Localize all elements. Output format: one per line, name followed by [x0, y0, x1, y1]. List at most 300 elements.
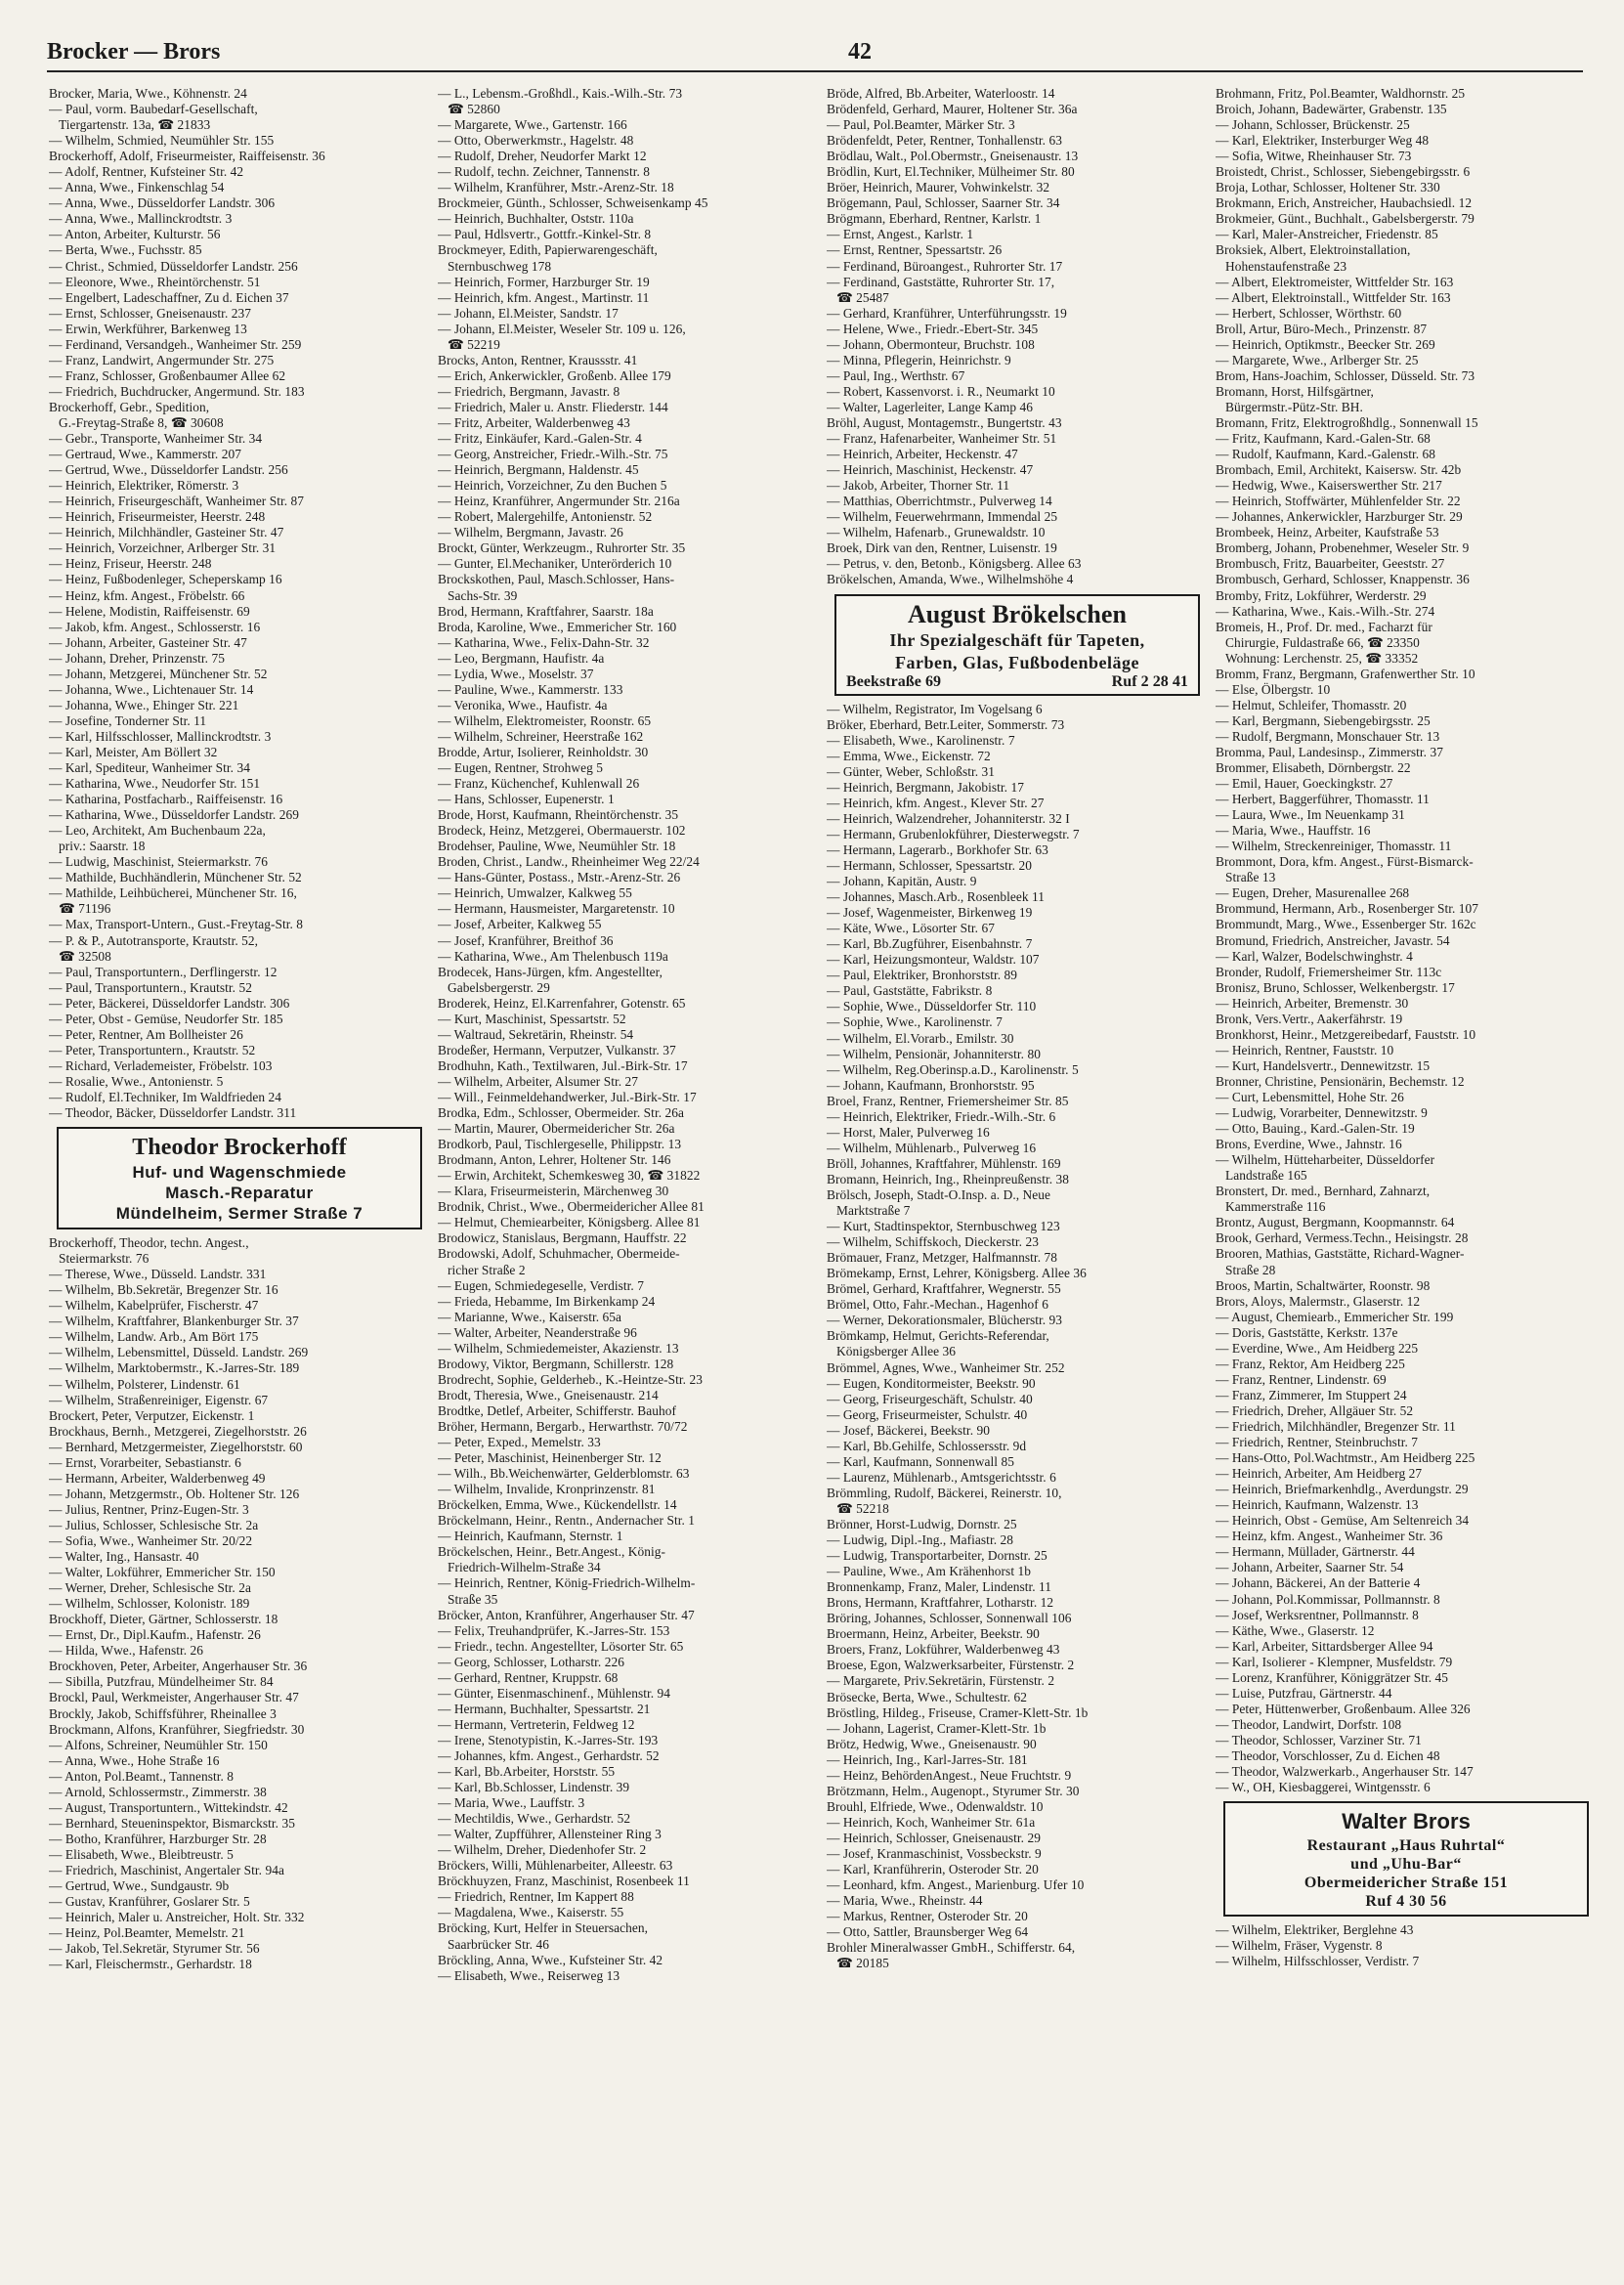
directory-entry: Brodmann, Anton, Lehrer, Holtener Str. 146: [438, 1152, 671, 1168]
directory-entry: — Heinz, Fußbodenleger, Scheperskamp 16: [49, 572, 282, 587]
directory-entry: Brökelschen, Amanda, Wwe., Wilhelmshöhe 4: [827, 572, 1074, 587]
directory-entry: — Kurt, Maschinist, Spessartstr. 52: [438, 1011, 626, 1026]
directory-entry: — Rudolf, Bergmann, Monschauer Str. 13: [1216, 728, 1440, 744]
directory-entry: — Luise, Putzfrau, Gärtnerstr. 44: [1216, 1685, 1392, 1701]
directory-entry: — Wilhelm, Fräser, Vygenstr. 8: [1216, 1938, 1383, 1954]
directory-entry: — Johann, Schlosser, Brückenstr. 25: [1216, 117, 1410, 133]
directory-entry: — Friedrich, Bergmann, Javastr. 8: [438, 383, 620, 399]
directory-entry: — Heinrich, Ing., Karl-Jarres-Str. 181: [827, 1751, 1028, 1767]
directory-entry: — Johann, Arbeiter, Gasteiner Str. 47: [49, 634, 247, 650]
directory-entry: — Karl, Heizungsmonteur, Waldstr. 107: [827, 952, 1040, 968]
directory-entry: — Karl, Maler-Anstreicher, Friedenstr. 85: [1216, 227, 1438, 242]
directory-entry: Brockerhoff, Adolf, Friseurmeister, Raiffeisenstr. 36: [49, 149, 325, 164]
directory-entry: — Hans-Günter, Postass., Mstr.-Arenz-Str. 26: [438, 870, 681, 885]
directory-entry: — Katharina, Wwe., Am Thelenbusch 119a: [438, 948, 668, 964]
directory-entry: Broda, Karoline, Wwe., Emmericher Str. 160: [438, 619, 677, 634]
directory-entry: — Heinrich, Rentner, König-Friedrich-Wilhelm-: [438, 1575, 696, 1591]
directory-entry: — Ernst, Dr., Dipl.Kaufm., Hafenstr. 26: [49, 1627, 261, 1643]
directory-entry: Brombusch, Fritz, Bauarbeiter, Geeststr. 27: [1216, 556, 1445, 572]
directory-entry: — W., OH, Kiesbaggerei, Wintgensstr. 6: [1216, 1780, 1431, 1795]
directory-entry: Broll, Artur, Büro-Mech., Prinzenstr. 87: [1216, 321, 1428, 336]
directory-entry: — Franz, Schlosser, Großenbaumer Allee 62: [49, 367, 286, 383]
directory-entry: — Margarete, Priv.Sekretärin, Fürstenstr. 2: [827, 1673, 1055, 1689]
directory-entry: — Johann, Arbeiter, Saarner Str. 54: [1216, 1560, 1404, 1575]
directory-entry-continuation: Sternbuschweg 178: [448, 258, 552, 274]
directory-entry: — Friedrich, Maler u. Anstr. Fliederstr. 144: [438, 399, 668, 414]
directory-entry: — Wilhelm, Bergmann, Javastr. 26: [438, 525, 623, 540]
directory-entry: — Gertrud, Wwe., Sundgaustr. 9b: [49, 1878, 230, 1894]
directory-entry: Brösecke, Berta, Wwe., Schultestr. 62: [827, 1689, 1028, 1704]
directory-entry-continuation: Sachs-Str. 39: [448, 587, 518, 603]
directory-entry: — Josef, Kranführer, Breithof 36: [438, 932, 614, 948]
directory-entry: — Paul, Hdlsvertr., Gottfr.-Kinkel-Str. 8: [438, 227, 652, 242]
directory-entry: — Käthe, Wwe., Glaserstr. 12: [1216, 1622, 1375, 1638]
directory-entry: — Sophie, Wwe., Karolinenstr. 7: [827, 1014, 1003, 1030]
directory-entry: — Rudolf, Dreher, Neudorfer Markt 12: [438, 149, 647, 164]
directory-entry: — Hermann, Vertreterin, Feldweg 12: [438, 1716, 635, 1732]
directory-entry: — Hedwig, Wwe., Kaiserswerther Str. 217: [1216, 478, 1442, 494]
directory-entry: — L., Lebensm.-Großhdl., Kais.-Wilh.-Str. 73: [438, 86, 683, 101]
directory-entry: Brömkamp, Helmut, Gerichts-Referendar,: [827, 1328, 1049, 1344]
directory-entry: — Wilhelm, Streckenreiniger, Thomasstr. 11: [1216, 839, 1452, 854]
directory-entry: — Heinz, BehördenAngest., Neue Fruchtstr. 9: [827, 1767, 1072, 1783]
directory-entry: Brodtke, Detlef, Arbeiter, Schifferstr. Bauhof: [438, 1402, 676, 1418]
directory-entry: — Wilhelm, Invalide, Kronprinzenstr. 81: [438, 1482, 656, 1497]
directory-entry-continuation: ☎ 71196: [59, 901, 111, 917]
directory-entry: Brockhaus, Bernh., Metzgerei, Ziegelhorststr. 26: [49, 1423, 307, 1439]
directory-entry: Broermann, Heinz, Arbeiter, Beekstr. 90: [827, 1626, 1040, 1642]
directory-entry: Brommont, Dora, kfm. Angest., Fürst-Bismarck-: [1216, 854, 1474, 870]
directory-entry: — Heinz, kfm. Angest., Wanheimer Str. 36: [1216, 1529, 1443, 1544]
directory-entry: — Leo, Bergmann, Haufistr. 4a: [438, 650, 605, 666]
column-1: [49, 86, 430, 1972]
directory-entry: — Johann, Dreher, Prinzenstr. 75: [49, 650, 225, 666]
directory-entry: — Heinrich, Friseurmeister, Heerstr. 248: [49, 509, 266, 525]
directory-entry: — Curt, Lebensmittel, Hohe Str. 26: [1216, 1090, 1404, 1104]
directory-entry: — Hermann, Müllader, Gärtnerstr. 44: [1216, 1544, 1415, 1560]
directory-entry: — Katharina, Postfacharb., Raiffeisenstr. 16: [49, 792, 283, 807]
directory-entry: — Rosalie, Wwe., Antonienstr. 5: [49, 1073, 224, 1089]
directory-entry: Brooren, Mathias, Gaststätte, Richard-Wagner-: [1216, 1246, 1465, 1262]
directory-entry: — Fritz, Kaufmann, Kard.-Galen-Str. 68: [1216, 431, 1431, 447]
directory-entry-continuation: Straße 13: [1225, 870, 1276, 885]
advertisement-line: Mündelheim, Sermer Straße 7: [115, 1204, 363, 1224]
directory-entry: — Heinrich, kfm. Angest., Klever Str. 27: [827, 795, 1045, 810]
directory-entry: — Theodor, Walzwerkarb., Angerhauser Str. 147: [1216, 1764, 1474, 1780]
directory-entry: — Wilhelm, El.Vorarb., Emilstr. 30: [827, 1030, 1014, 1046]
directory-entry: Brödlau, Walt., Pol.Obermstr., Gneisenaustr. 13: [827, 149, 1079, 164]
directory-entry: — Klara, Friseurmeisterin, Märchenweg 30: [438, 1184, 669, 1199]
directory-entry: — Heinrich, Buchhalter, Oststr. 110a: [438, 211, 634, 227]
directory-entry: — Heinrich, Bergmann, Jakobistr. 17: [827, 779, 1024, 795]
directory-entry: — Robert, Malergehilfe, Antonienstr. 52: [438, 509, 653, 525]
directory-entry: — Franz, Rektor, Am Heidberg 225: [1216, 1356, 1405, 1371]
directory-entry: — Peter, Obst - Gemüse, Neudorfer Str. 185: [49, 1011, 283, 1026]
directory-entry: — Gertrud, Wwe., Düsseldorfer Landstr. 256: [49, 462, 288, 478]
directory-entry: Broese, Egon, Walzwerksarbeiter, Fürstenstr. 2: [827, 1658, 1075, 1673]
directory-entry: — Gerhard, Rentner, Kruppstr. 68: [438, 1669, 619, 1685]
directory-entry: Brombach, Emil, Architekt, Kaisersw. Str. 42b: [1216, 462, 1462, 478]
directory-entry: Bröker, Eberhard, Betr.Leiter, Sommerstr. 73: [827, 716, 1065, 732]
directory-entry: Broistedt, Christ., Schlosser, Siebengebirgsstr. 6: [1216, 164, 1471, 180]
directory-entry: — Heinz, kfm. Angest., Fröbelstr. 66: [49, 587, 245, 603]
directory-entry: Brockmeier, Günth., Schlosser, Schweisenkamp 45: [438, 195, 708, 211]
directory-entry-continuation: ☎ 20185: [836, 1956, 889, 1971]
directory-entry: — Petrus, v. den, Betonb., Königsberg. Allee 63: [827, 556, 1082, 572]
directory-entry: — Wilh., Bb.Weichenwärter, Gelderblomstr. 63: [438, 1466, 690, 1482]
directory-entry-continuation: Bürgermstr.-Pütz-Str. BH.: [1225, 399, 1363, 414]
directory-entry: — Gunter, El.Mechaniker, Unterörderich 10: [438, 556, 672, 572]
directory-entry: Brockt, Günter, Werkzeugm., Ruhrorter Str. 35: [438, 540, 686, 556]
directory-entry: — Margarete, Wwe., Gartenstr. 166: [438, 117, 627, 133]
directory-entry: — Gustav, Kranführer, Goslarer Str. 5: [49, 1894, 250, 1910]
directory-entry: — Karl, Bb.Arbeiter, Horststr. 55: [438, 1764, 616, 1780]
directory-entry: — Paul, Transportuntern., Derflingerstr. 12: [49, 964, 278, 979]
directory-entry: — Ernst, Angest., Karlstr. 1: [827, 227, 974, 242]
directory-entry: Bromby, Fritz, Lokführer, Werderstr. 29: [1216, 587, 1427, 603]
page-number: 42: [848, 39, 872, 65]
directory-entry: — Lorenz, Kranführer, Königgrätzer Str. 45: [1216, 1669, 1449, 1685]
directory-entry: — Max, Transport-Untern., Gust.-Freytag-Str. 8: [49, 917, 304, 932]
directory-entry: — Friedrich, Dreher, Allgäuer Str. 52: [1216, 1402, 1414, 1418]
directory-entry: Bronstert, Dr. med., Bernhard, Zahnarzt,: [1216, 1184, 1431, 1199]
directory-entry: Bröer, Heinrich, Maurer, Vohwinkelstr. 32: [827, 180, 1050, 195]
directory-entry: — Johann, Metzgermstr., Ob. Holtener Str. 126: [49, 1486, 300, 1501]
directory-entry: — Johannes, Ankerwickler, Harzburger Str. 29: [1216, 509, 1463, 525]
directory-entry: — Katharina, Wwe., Felix-Dahn-Str. 32: [438, 634, 650, 650]
directory-entry: — Paul, Elektriker, Bronhorststr. 89: [827, 968, 1018, 983]
directory-entry: — Hermann, Grubenlokführer, Diesterwegstr. 7: [827, 826, 1080, 841]
directory-entry: — Friedrich, Maschinist, Angertaler Str. 94a: [49, 1862, 284, 1877]
directory-entry: — Heinrich, Obst - Gemüse, Am Seltenreich 34: [1216, 1513, 1470, 1529]
directory-entry: — Alfons, Schreiner, Neumühler Str. 150: [49, 1737, 268, 1752]
directory-entry: — Jakob, Arbeiter, Thorner Str. 11: [827, 478, 1010, 494]
directory-entry: Bröckling, Anna, Wwe., Kufsteiner Str. 42: [438, 1952, 663, 1967]
directory-entry: — Herbert, Schlosser, Wörthstr. 60: [1216, 305, 1402, 321]
directory-entry: — Wilhelm, Elektromeister, Roonstr. 65: [438, 712, 652, 728]
directory-entry: — Heinrich, Rentner, Fauststr. 10: [1216, 1042, 1394, 1057]
directory-entry-continuation: priv.: Saarstr. 18: [59, 839, 146, 854]
directory-entry: Bröckers, Willi, Mühlenarbeiter, Alleestr. 63: [438, 1858, 673, 1874]
directory-entry: — Heinrich, Vorzeichner, Arlberger Str. 31: [49, 540, 277, 556]
directory-entry: — Helene, Modistin, Raiffeisenstr. 69: [49, 603, 250, 619]
directory-entry: — Heinz, Kranführer, Angermunder Str. 216a: [438, 494, 680, 509]
directory-entry: — Waltraud, Sekretärin, Rheinstr. 54: [438, 1026, 634, 1042]
directory-entry: — Mechtildis, Wwe., Gerhardstr. 52: [438, 1811, 631, 1827]
directory-entry-continuation: Friedrich-Wilhelm-Straße 34: [448, 1560, 601, 1575]
directory-entry: Broksiek, Albert, Elektroinstallation,: [1216, 242, 1411, 258]
directory-entry: — Wilhelm, Hilfsschlosser, Verdistr. 7: [1216, 1954, 1420, 1969]
directory-entry: Broderek, Heinz, El.Karrenfahrer, Gotenstr. 65: [438, 995, 686, 1011]
directory-entry: Bröstling, Hildeg., Friseuse, Cramer-Klett-Str. 1b: [827, 1704, 1089, 1720]
directory-entry: — Else, Ölbergstr. 10: [1216, 681, 1331, 697]
directory-entry: Brom, Hans-Joachim, Schlosser, Düsseld. Str. 73: [1216, 367, 1475, 383]
directory-entry: — Wilhelm, Elektriker, Berglehne 43: [1216, 1922, 1414, 1938]
directory-entry: — Jakob, Tel.Sekretär, Styrumer Str. 56: [49, 1941, 260, 1957]
directory-entry: — Wilhelm, Schmied, Neumühler Str. 155: [49, 133, 275, 149]
advertiser-name: Walter Brors: [1342, 1809, 1471, 1834]
directory-entry: Brömekamp, Ernst, Lehrer, Königsberg. Allee 36: [827, 1266, 1087, 1281]
advertisement-box: [1223, 1801, 1589, 1917]
directory-entry-continuation: Gabelsbergerstr. 29: [448, 979, 550, 995]
directory-entry: — Georg, Anstreicher, Friedr.-Wilh.-Str. 75: [438, 447, 668, 462]
advertisement-line: Ruf 4 30 56: [1365, 1893, 1447, 1911]
directory-entry: — Anna, Wwe., Finkenschlag 54: [49, 180, 225, 195]
directory-entry: — Albert, Elektromeister, Wittfelder Str. 163: [1216, 274, 1454, 289]
directory-entry: Broers, Franz, Lokführer, Walderbenweg 43: [827, 1642, 1060, 1658]
directory-entry: — Wilhelm, Feuerwehrmann, Immendal 25: [827, 509, 1058, 525]
directory-entry: — Wilhelm, Hafenarb., Grunewaldstr. 10: [827, 525, 1046, 540]
directory-entry: — Werner, Dreher, Schlesische Str. 2a: [49, 1580, 251, 1596]
directory-entry-continuation: ☎ 52860: [448, 102, 500, 117]
directory-entry: Brodnik, Christ., Wwe., Obermeidericher Allee 81: [438, 1199, 705, 1215]
directory-entry: — Theodor, Vorschlosser, Zu d. Eichen 48: [1216, 1747, 1440, 1763]
directory-entry: — Hermann, Buchhalter, Spessartstr. 21: [438, 1701, 651, 1716]
directory-entry: — Eugen, Rentner, Strohweg 5: [438, 760, 603, 776]
directory-entry: — Anna, Wwe., Hohe Straße 16: [49, 1752, 220, 1768]
directory-entry: — Heinrich, Schlosser, Gneisenaustr. 29: [827, 1830, 1041, 1845]
directory-entry: — Botho, Kranführer, Harzburger Str. 28: [49, 1831, 267, 1846]
directory-entry: — Markus, Rentner, Osteroder Str. 20: [827, 1909, 1028, 1924]
directory-entry: — Josef, Wagenmeister, Birkenweg 19: [827, 905, 1033, 921]
directory-entry: Brockl, Paul, Werkmeister, Angerhauser Str. 47: [49, 1690, 299, 1705]
directory-entry: — Maria, Wwe., Hauffstr. 16: [1216, 823, 1371, 839]
directory-entry: — Heinrich, Milchhändler, Gasteiner Str. 47: [49, 525, 284, 540]
directory-entry: Brömmling, Rudolf, Bäckerei, Reinerstr. 10,: [827, 1485, 1062, 1500]
directory-entry: Brötz, Hedwig, Wwe., Gneisenaustr. 90: [827, 1736, 1037, 1751]
directory-entry: — Hilda, Wwe., Hafenstr. 26: [49, 1643, 204, 1659]
directory-entry: — Katharina, Wwe., Kais.-Wilh.-Str. 274: [1216, 603, 1435, 619]
directory-entry: Brölsch, Joseph, Stadt-O.Insp. a. D., Neue: [827, 1187, 1050, 1202]
directory-entry: — Anna, Wwe., Düsseldorfer Landstr. 306: [49, 195, 276, 211]
directory-entry: — Karl, Kaufmann, Sonnenwall 85: [827, 1453, 1014, 1469]
directory-entry: — Karl, Arbeiter, Sittardsberger Allee 94: [1216, 1638, 1433, 1654]
directory-entry: — Ernst, Schlosser, Gneisenaustr. 237: [49, 305, 251, 321]
directory-entry: — Peter, Bäckerei, Düsseldorfer Landstr. 306: [49, 995, 290, 1011]
directory-entry: — Otto, Bauing., Kard.-Galen-Str. 19: [1216, 1121, 1415, 1137]
directory-entry: Bröher, Hermann, Bergarb., Herwarthstr. 70/72: [438, 1418, 688, 1434]
directory-entry: — Berta, Wwe., Fuchsstr. 85: [49, 242, 202, 258]
directory-entry: Bromann, Heinrich, Ing., Rheinpreußenstr. 38: [827, 1171, 1070, 1186]
directory-entry: — Johann, Bäckerei, An der Batterie 4: [1216, 1575, 1421, 1591]
directory-entry: Bromma, Paul, Landesinsp., Zimmerstr. 37: [1216, 744, 1443, 759]
directory-entry: — Johann, Lagerist, Cramer-Klett-Str. 1b: [827, 1720, 1047, 1736]
directory-entry: — Johannes, Masch.Arb., Rosenbleek 11: [827, 889, 1046, 905]
directory-entry: — Hermann, Hausmeister, Margaretenstr. 10: [438, 901, 675, 917]
directory-entry: — Peter, Rentner, Am Bollheister 26: [49, 1026, 243, 1042]
directory-entry: — Heinrich, Maler u. Anstreicher, Holt. Str. 332: [49, 1910, 305, 1925]
directory-entry: Bröckelschen, Heinr., Betr.Angest., König-: [438, 1544, 666, 1560]
directory-entry: — Hans, Schlosser, Eupenerstr. 1: [438, 792, 615, 807]
directory-entry: — Leo, Architekt, Am Buchenbaum 22a,: [49, 823, 266, 839]
directory-entry: — August, Chemiearb., Emmericher Str. 199: [1216, 1309, 1454, 1324]
directory-entry: — Heinrich, kfm. Angest., Martinstr. 11: [438, 289, 650, 305]
directory-entry: — Paul, vorm. Baubedarf-Gesellschaft,: [49, 102, 258, 117]
directory-entry: — Julius, Schlosser, Schlesische Str. 2a: [49, 1517, 259, 1532]
directory-entry: Bronk, Vers.Vertr., Aakerfährstr. 19: [1216, 1011, 1403, 1026]
advertisement-line: Huf- und Wagenschmiede: [132, 1163, 347, 1183]
directory-entry: Brömauer, Franz, Metzger, Halfmannstr. 78: [827, 1250, 1057, 1266]
directory-entry: Brockhoff, Dieter, Gärtner, Schlosserstr. 18: [49, 1612, 278, 1627]
directory-entry: — Franz, Hafenarbeiter, Wanheimer Str. 51: [827, 431, 1057, 447]
directory-entry-continuation: ☎ 32508: [59, 948, 111, 964]
directory-entry: — Josef, Bäckerei, Beekstr. 90: [827, 1422, 990, 1438]
directory-entry: — Heinrich, Optikmstr., Beecker Str. 269: [1216, 336, 1435, 352]
directory-entry: — Anna, Wwe., Mallinckrodtstr. 3: [49, 211, 233, 227]
directory-entry: — Heinrich, Stoffwärter, Mühlenfelder Str. 22: [1216, 494, 1461, 509]
directory-entry: Brodowski, Adolf, Schuhmacher, Obermeide-: [438, 1246, 680, 1262]
directory-entry: Brodkorb, Paul, Tischlergeselle, Philippstr. 13: [438, 1137, 682, 1152]
directory-entry: Brodowy, Viktor, Bergmann, Schillerstr. 128: [438, 1356, 674, 1371]
directory-entry: — Helmut, Chemiearbeiter, Königsberg. Allee 81: [438, 1215, 701, 1230]
directory-entry: — Fritz, Einkäufer, Kard.-Galen-Str. 4: [438, 431, 642, 447]
directory-entry: — Friedr., techn. Angestellter, Lösorter Str. 65: [438, 1638, 684, 1654]
directory-entry: — Mathilde, Leihbücherei, Münchener Str. 16,: [49, 885, 297, 901]
directory-entry: Brödenfeld, Gerhard, Maurer, Holtener Str. 36a: [827, 102, 1078, 117]
directory-entry: — Franz, Rentner, Lindenstr. 69: [1216, 1371, 1387, 1387]
directory-entry: — Theodor, Schlosser, Varziner Str. 71: [1216, 1732, 1422, 1747]
directory-entry: Bromm, Franz, Bergmann, Grafenwerther Str. 10: [1216, 666, 1475, 681]
directory-entry: — Matthias, Oberrichtmstr., Pulverweg 14: [827, 494, 1052, 509]
directory-entry: — Friedrich, Rentner, Im Kappert 88: [438, 1889, 634, 1905]
directory-entry: — Ernst, Vorarbeiter, Sebastianstr. 6: [49, 1454, 241, 1470]
directory-entry: — Lydia, Wwe., Moselstr. 37: [438, 666, 594, 681]
directory-entry: Bröcking, Kurt, Helfer in Steuersachen,: [438, 1920, 649, 1936]
directory-entry: Brockhoven, Peter, Arbeiter, Angerhauser Str. 36: [49, 1659, 308, 1674]
directory-entry: — Wilhelm, Schiffskoch, Dieckerstr. 23: [827, 1234, 1039, 1250]
directory-entry: — Heinrich, Elektriker, Friedr.-Wilh.-Str. 6: [827, 1108, 1056, 1124]
directory-entry: Brockmeyer, Edith, Papierwarengeschäft,: [438, 242, 658, 258]
directory-entry-continuation: Saarbrücker Str. 46: [448, 1936, 549, 1952]
directory-entry: Bromund, Friedrich, Anstreicher, Javastr. 54: [1216, 932, 1450, 948]
advertisement-address: Beekstraße 69: [846, 672, 942, 690]
directory-entry: — Wilhelm, Reg.Oberinsp.a.D., Karolinenstr. 5: [827, 1061, 1079, 1077]
directory-entry: Broos, Martin, Schaltwärter, Roonstr. 98: [1216, 1277, 1431, 1293]
directory-entry: — Arnold, Schlossermstr., Zimmerstr. 38: [49, 1784, 267, 1799]
directory-entry: — Kurt, Stadtinspektor, Sternbuschweg 123: [827, 1219, 1060, 1234]
directory-entry: Brombeek, Heinz, Arbeiter, Kaufstraße 53: [1216, 525, 1439, 540]
directory-entry: — Margarete, Wwe., Arlberger Str. 25: [1216, 352, 1419, 367]
directory-entry: — Katharina, Wwe., Neudorfer Str. 151: [49, 776, 261, 792]
directory-entry: Brohmann, Fritz, Pol.Beamter, Waldhornstr. 25: [1216, 86, 1466, 101]
directory-entry: — Franz, Zimmerer, Im Stuppert 24: [1216, 1387, 1407, 1402]
directory-entry: — Heinrich, Bergmann, Haldenstr. 45: [438, 462, 639, 478]
directory-entry: Broden, Christ., Landw., Rheinheimer Weg 22/24: [438, 854, 700, 870]
directory-entry: — Elisabeth, Wwe., Reiserweg 13: [438, 1967, 620, 1983]
directory-entry-continuation: Wohnung: Lerchenstr. 25, ☎ 33352: [1225, 650, 1419, 666]
directory-entry: — Johann, Metzgerei, Münchener Str. 52: [49, 666, 268, 681]
directory-entry: — Erwin, Architekt, Schemkesweg 30, ☎ 31822: [438, 1168, 701, 1184]
directory-entry: — Wilhelm, Arbeiter, Alsumer Str. 27: [438, 1073, 639, 1089]
directory-entry: — Pauline, Wwe., Kammerstr. 133: [438, 681, 623, 697]
directory-entry: Brömmel, Agnes, Wwe., Wanheimer Str. 252: [827, 1359, 1065, 1375]
directory-entry: Brönner, Horst-Ludwig, Dornstr. 25: [827, 1516, 1017, 1531]
directory-entry: Bröckhuyzen, Franz, Maschinist, Rosenbeek 11: [438, 1874, 690, 1889]
directory-entry: Brommundt, Marg., Wwe., Essenberger Str. 162c: [1216, 917, 1476, 932]
advertiser-name: August Brökelschen: [907, 599, 1128, 628]
directory-entry: Bronnenkamp, Franz, Maler, Lindenstr. 11: [827, 1579, 1052, 1595]
directory-entry: — Walter, Ing., Hansastr. 40: [49, 1549, 199, 1565]
directory-entry: — Wilhelm, Registrator, Im Vogelsang 6: [827, 701, 1043, 716]
directory-entry: Bröckelmann, Heinr., Rentn., Andernacher Str. 1: [438, 1513, 696, 1529]
directory-entry: — Irene, Stenotypistin, K.-Jarres-Str. 193: [438, 1732, 659, 1747]
directory-entry: Brockert, Peter, Verputzer, Eickenstr. 1: [49, 1407, 255, 1423]
directory-entry: Brodeck, Heinz, Metzgerei, Obermauerstr. 102: [438, 823, 686, 839]
directory-entry-continuation: Tiergartenstr. 13a, ☎ 21833: [59, 117, 211, 133]
directory-entry: — Karl, Bb.Schlosser, Lindenstr. 39: [438, 1780, 630, 1795]
directory-entry-continuation: Straße 28: [1225, 1262, 1276, 1277]
directory-entry: — Maria, Wwe., Lauffstr. 3: [438, 1795, 585, 1811]
directory-entry-continuation: Landstraße 165: [1225, 1168, 1307, 1184]
directory-entry-continuation: Straße 35: [448, 1591, 498, 1607]
directory-entry: — Wilhelm, Kranführer, Mstr.-Arenz-Str. 18: [438, 180, 674, 195]
advertisement-line: und „Uhu-Bar“: [1350, 1856, 1462, 1874]
directory-entry: — Heinrich, Elektriker, Römerstr. 3: [49, 478, 239, 494]
column-2: [438, 86, 819, 1984]
directory-entry: — Johann, Kapitän, Austr. 9: [827, 874, 977, 889]
directory-entry: — Will., Feinmeldehandwerker, Jul.-Birk-Str. 17: [438, 1090, 697, 1104]
directory-entry: — Günter, Weber, Schloßstr. 31: [827, 763, 996, 779]
advertisement-line: Farben, Glas, Fußbodenbeläge: [894, 652, 1140, 672]
column-4: [1216, 86, 1597, 1969]
directory-entry: — Eugen, Schmiedegeselle, Verdistr. 7: [438, 1277, 644, 1293]
directory-entry: — Johannes, kfm. Angest., Gerhardstr. 52: [438, 1747, 660, 1763]
directory-entry: — Heinrich, Friseurgeschäft, Wanheimer Str. 87: [49, 494, 305, 509]
directory-entry: — Rudolf, Kaufmann, Kard.-Galenstr. 68: [1216, 447, 1436, 462]
directory-entry: Brocker, Maria, Wwe., Köhnenstr. 24: [49, 86, 247, 101]
directory-entry: — Josefine, Tonderner Str. 11: [49, 712, 207, 728]
directory-entry: — Emil, Hauer, Goeckingkstr. 27: [1216, 776, 1393, 792]
advertisement-line: Obermeidericher Straße 151: [1303, 1875, 1509, 1892]
directory-entry: — Gerhard, Kranführer, Unterführungsstr. 19: [827, 305, 1067, 321]
directory-entry: Bröckelken, Emma, Wwe., Kückendellstr. 14: [438, 1497, 677, 1513]
directory-entry: Broek, Dirk van den, Rentner, Luisenstr. 19: [827, 540, 1057, 556]
directory-entry: — Wilhelm, Schreiner, Heerstraße 162: [438, 728, 644, 744]
advertisement-phone: Ruf 2 28 41: [1111, 672, 1188, 690]
directory-entry: — Ludwig, Dipl.-Ing., Mafiastr. 28: [827, 1532, 1014, 1548]
directory-entry: — Ernst, Rentner, Spessartstr. 26: [827, 242, 1003, 258]
directory-entry: — Anton, Pol.Beamt., Tannenstr. 8: [49, 1768, 235, 1784]
directory-entry: Brockerhoff, Theodor, techn. Angest.,: [49, 1235, 249, 1251]
directory-entry: — Hans-Otto, Pol.Wachtmstr., Am Heidberg 225: [1216, 1450, 1475, 1466]
directory-entry: — Wilhelm, Landw. Arb., Am Bört 175: [49, 1329, 259, 1345]
directory-entry: — Richard, Verlademeister, Fröbelstr. 103: [49, 1057, 273, 1073]
directory-entry: — Friedrich, Buchdrucker, Angermund. Str. 183: [49, 383, 305, 399]
directory-entry: — Heinrich, Vorzeichner, Zu den Buchen 5: [438, 478, 667, 494]
directory-entry: Bromann, Fritz, Elektrogroßhdlg., Sonnenwall 15: [1216, 414, 1478, 430]
directory-entry: — Peter, Exped., Memelstr. 33: [438, 1435, 601, 1450]
directory-entry: — Wilhelm, Lebensmittel, Düsseld. Landstr. 269: [49, 1345, 309, 1360]
directory-entry: — Walter, Lokführer, Emmericher Str. 150: [49, 1565, 276, 1580]
directory-entry: Bröhl, August, Montagemstr., Bungertstr. 43: [827, 414, 1062, 430]
directory-entry: Bronder, Rudolf, Friemersheimer Str. 113c: [1216, 964, 1442, 979]
directory-entry: — Engelbert, Ladeschaffner, Zu d. Eichen 37: [49, 289, 289, 305]
directory-entry: Brors, Aloys, Malermstr., Glaserstr. 12: [1216, 1293, 1421, 1309]
directory-entry: — Sophie, Wwe., Düsseldorfer Str. 110: [827, 999, 1037, 1014]
directory-entry: — Heinrich, Maschinist, Heckenstr. 47: [827, 462, 1034, 478]
directory-entry: — Adolf, Rentner, Kufsteiner Str. 42: [49, 164, 244, 180]
directory-entry: — Horst, Maler, Pulverweg 16: [827, 1124, 990, 1140]
directory-entry: — Paul, Gaststätte, Fabrikstr. 8: [827, 983, 993, 999]
directory-entry: — Heinrich, Arbeiter, Am Heidberg 27: [1216, 1466, 1423, 1482]
directory-entry: — Wilhelm, Schlosser, Kolonistr. 189: [49, 1596, 250, 1612]
directory-entry: — Jakob, kfm. Angest., Schlosserstr. 16: [49, 619, 261, 634]
directory-entry: — Paul, Ing., Werthstr. 67: [827, 367, 965, 383]
directory-entry: Brodde, Artur, Isolierer, Reinholdstr. 30: [438, 744, 649, 759]
directory-entry: Bröde, Alfred, Bb.Arbeiter, Waterloostr. 14: [827, 86, 1055, 101]
directory-entry: — Bernhard, Steueninspektor, Bismarckstr. 35: [49, 1815, 295, 1831]
directory-entry: Bronkhorst, Heinr., Metzgereibedarf, Fauststr. 10: [1216, 1026, 1476, 1042]
